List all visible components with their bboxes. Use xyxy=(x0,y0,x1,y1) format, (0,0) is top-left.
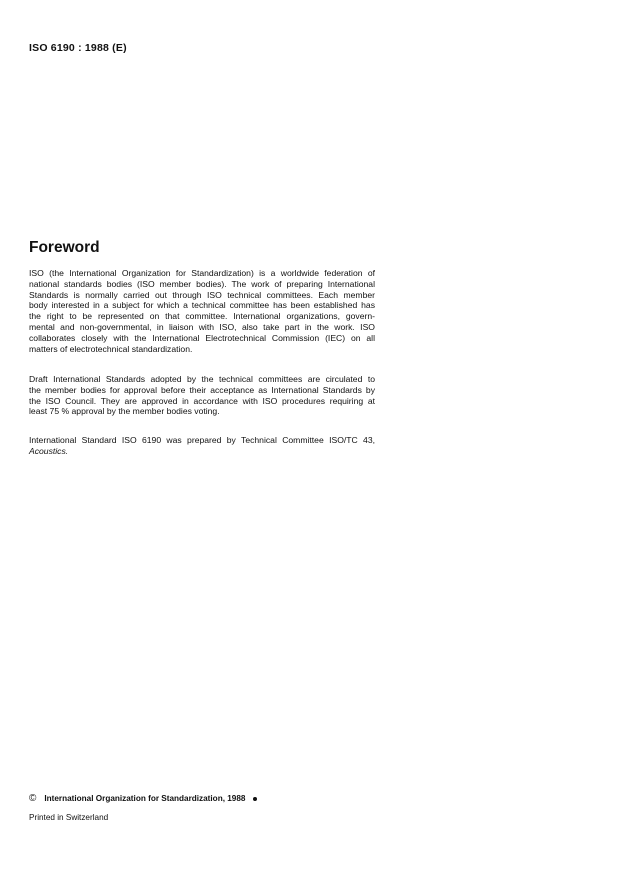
text-line: the right to be represented on that committee. International organizations, govern- xyxy=(29,311,375,322)
text-line: body interested in a subject for which a technical committee has been established has xyxy=(29,300,375,311)
text-line: International Standard ISO 6190 was prepared by Technical Committee ISO/TC 43, xyxy=(29,435,375,445)
text-line: the member bodies for approval before their acceptance as International Standards by xyxy=(29,384,375,395)
document-id-header: ISO 6190 : 1988 (E) xyxy=(29,42,127,54)
text-line: Standards is normally carried out through ISO technical committees. Each member xyxy=(29,289,375,300)
printed-location: Printed in Switzerland xyxy=(29,813,109,822)
committee-title: Acoustics. xyxy=(29,445,69,456)
text-line: Draft International Standards adopted by the technical committees are circulated to xyxy=(29,374,375,384)
copyright-symbol: © xyxy=(29,793,37,804)
bullet-icon xyxy=(253,797,257,801)
text-line: least 75 % approval by the member bodies voting. xyxy=(29,406,220,417)
text-line: matters of electrotechnical standardization. xyxy=(29,343,193,354)
foreword-paragraph-2 xyxy=(29,374,375,417)
text-line: collaborates closely with the International Electrotechnical Commission (IEC) on all xyxy=(29,332,375,343)
text-line: ISO (the International Organization for Standardization) is a worldwide federation of xyxy=(29,268,375,278)
copyright-text: International Organization for Standardization, 1988 xyxy=(44,794,246,803)
foreword-paragraph-3 xyxy=(29,435,375,457)
text-line: national standards bodies (ISO member bodies). The work of preparing International xyxy=(29,278,375,289)
copyright-notice xyxy=(29,793,257,804)
text-line: the ISO Council. They are approved in accordance with ISO procedures requiring at xyxy=(29,395,375,406)
text-line: mental and non-governmental, in liaison with ISO, also take part in the work. ISO xyxy=(29,321,375,332)
foreword-paragraph-1 xyxy=(29,268,375,354)
foreword-heading: Foreword xyxy=(29,239,100,256)
